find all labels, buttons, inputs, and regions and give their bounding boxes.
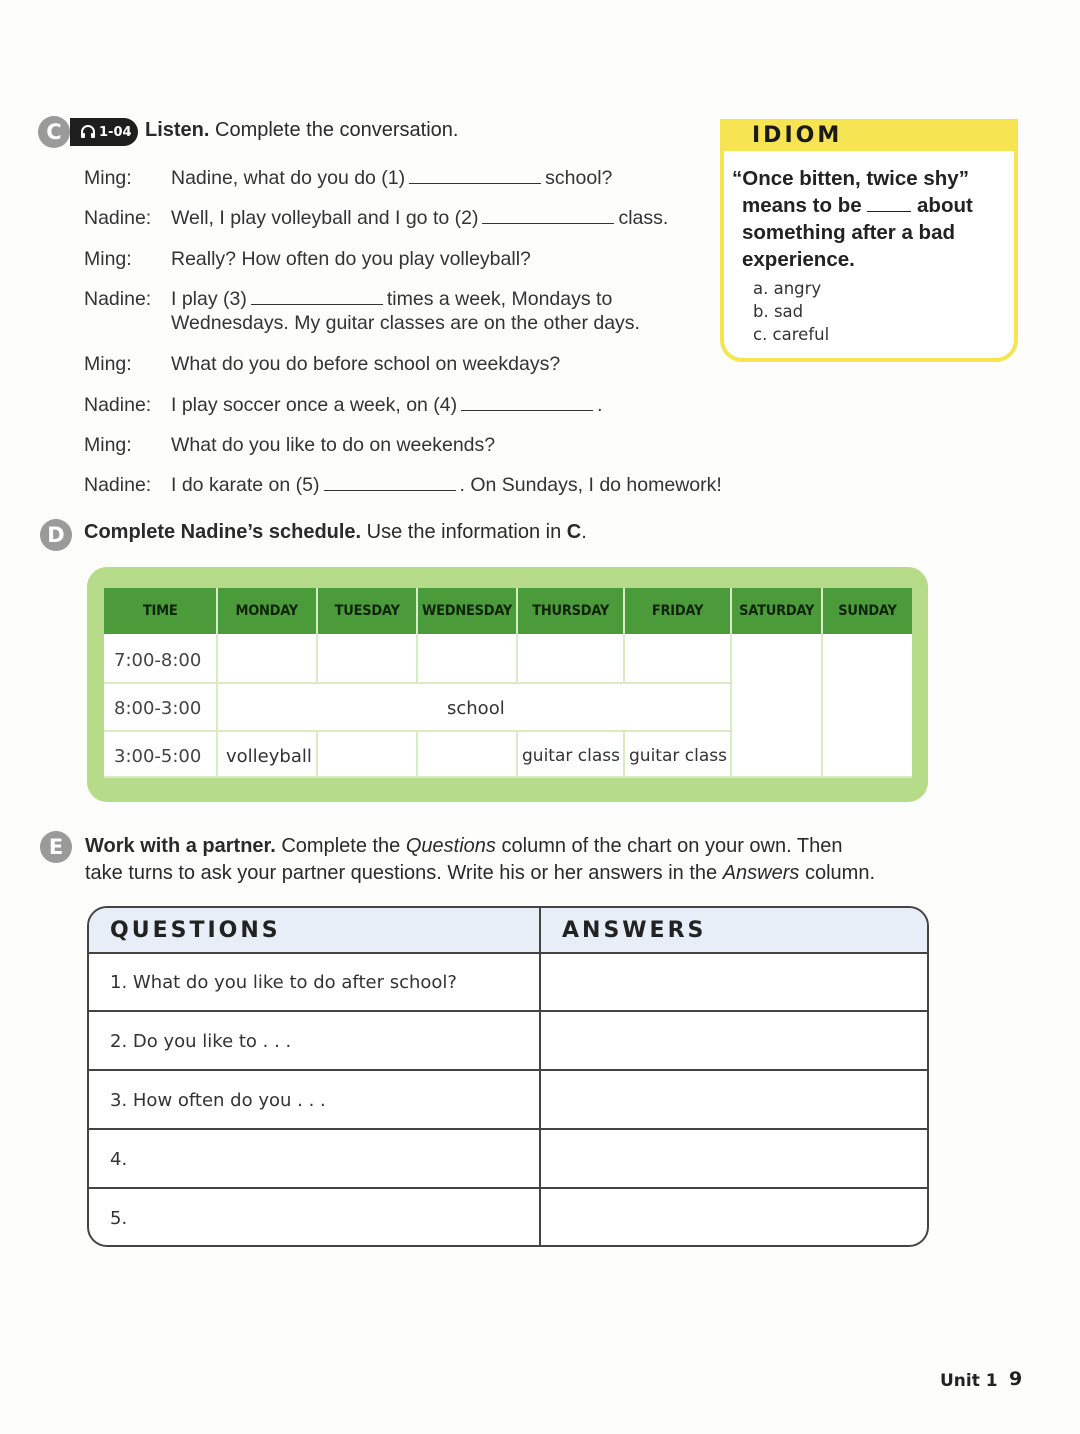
idiom-box <box>720 119 1018 362</box>
questions-column-header: QUESTIONS <box>110 918 281 943</box>
schedule-time-slot: 7:00-8:00 <box>114 650 202 671</box>
schedule-header-monday: MONDAY <box>217 588 317 634</box>
answer-blank[interactable] <box>409 169 541 184</box>
idiom-option[interactable]: b. sad <box>753 302 804 321</box>
schedule-header-time: TIME <box>104 588 217 634</box>
schedule-time-slot: 8:00-3:00 <box>114 698 202 719</box>
question-row[interactable]: 2. Do you like to . . . <box>110 1031 292 1052</box>
question-row[interactable]: 5. <box>110 1208 128 1229</box>
section-d-marker: D <box>40 519 72 551</box>
schedule-entry-friday: guitar class <box>629 746 727 766</box>
section-e-marker: E <box>40 831 72 863</box>
audio-track-number: 1-04 <box>99 124 132 140</box>
questions-answers-table <box>87 906 929 1247</box>
answer-blank[interactable] <box>251 290 383 305</box>
schedule-table <box>104 588 912 778</box>
answers-column-header: ANSWERS <box>562 918 707 943</box>
answer-blank[interactable] <box>482 209 614 224</box>
schedule-header-thursday: THURSDAY <box>517 588 624 634</box>
schedule-header-friday: FRIDAY <box>624 588 731 634</box>
idiom-option[interactable]: c. careful <box>753 325 830 344</box>
schedule-entry-school: school <box>447 698 505 719</box>
unit-label: Unit 1 <box>940 1371 998 1391</box>
page-number: 9 <box>1009 1368 1023 1390</box>
schedule-header-tuesday: TUESDAY <box>317 588 417 634</box>
idiom-quote: “Once bitten, twice shy” means to be about something after a bad experience. <box>732 167 973 271</box>
schedule-header-saturday: SATURDAY <box>731 588 822 634</box>
schedule-time-slot: 3:00-5:00 <box>114 746 202 767</box>
idiom-option[interactable]: a. angry <box>753 279 822 298</box>
headphones-icon <box>80 125 96 139</box>
idiom-blank[interactable] <box>867 197 911 212</box>
answer-blank[interactable] <box>324 476 456 491</box>
schedule-entry-monday: volleyball <box>226 746 312 767</box>
audio-track-badge[interactable] <box>70 118 138 146</box>
question-row[interactable]: 4. <box>110 1149 128 1170</box>
idiom-title: IDIOM <box>724 119 1014 151</box>
question-row[interactable]: 3. How often do you . . . <box>110 1090 326 1111</box>
schedule-header-sunday: SUNDAY <box>822 588 912 634</box>
section-c-instruction: Listen. Complete the conversation. <box>145 119 459 141</box>
schedule-entry-thursday: guitar class <box>522 746 620 766</box>
question-row[interactable]: 1. What do you like to do after school? <box>110 972 457 993</box>
section-e-instruction: Work with a partner. Complete the Questions column of the chart on your own. Then take turns to ask your partner questions. Write his or her answers in the Answers column. <box>85 835 876 884</box>
section-d-instruction: Complete Nadine’s schedule. Use the information in C. <box>84 521 587 543</box>
answer-blank[interactable] <box>461 396 593 411</box>
section-c-marker: C <box>38 116 70 148</box>
schedule-header-wednesday: WEDNESDAY <box>417 588 517 634</box>
